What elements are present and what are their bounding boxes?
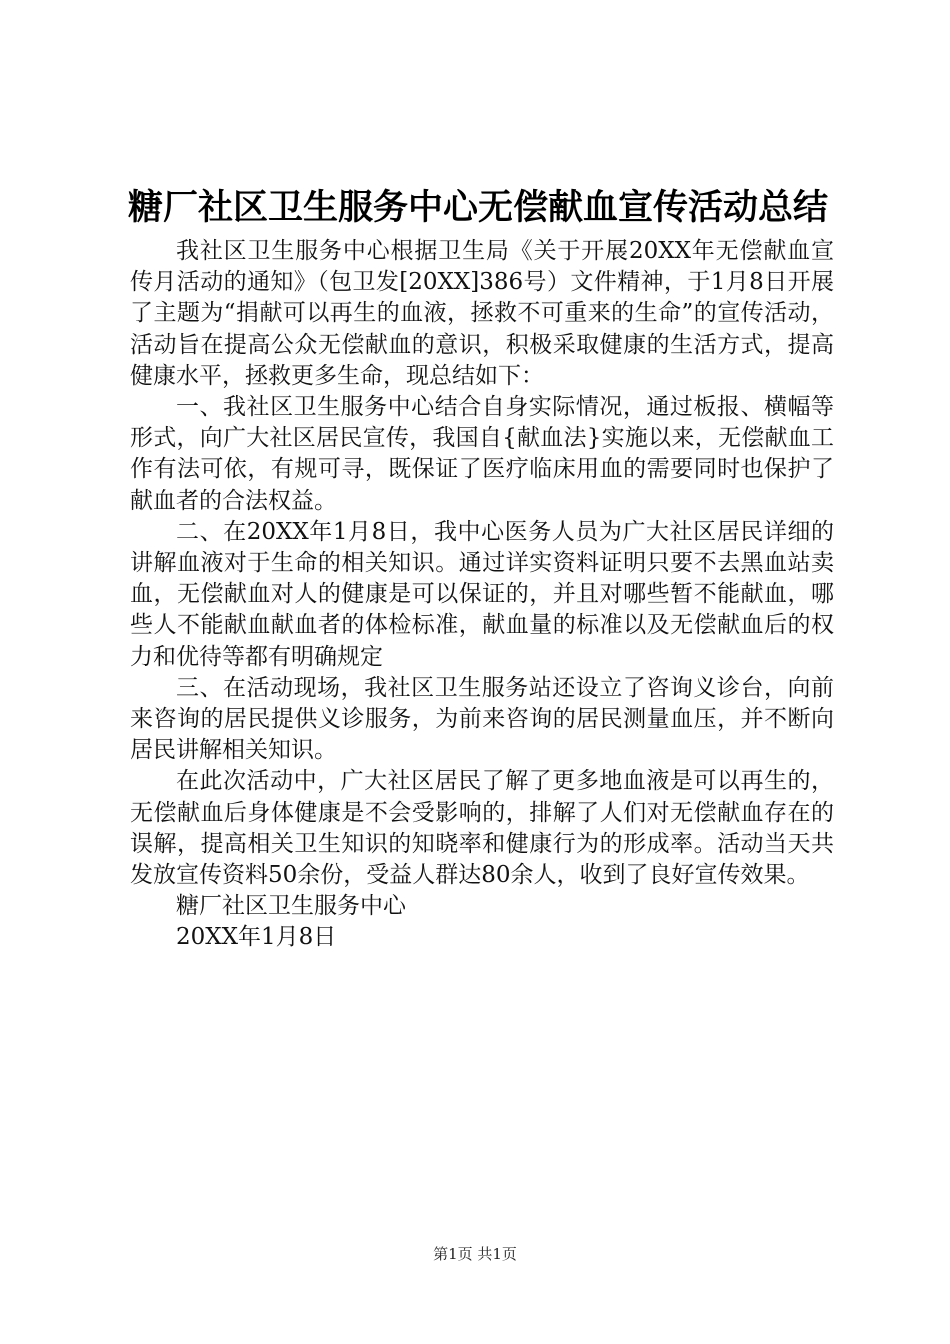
signature-date: 20XX年1月8日: [176, 924, 337, 951]
section-three-paragraph: 三、在活动现场，我社区卫生服务站还设立了咨询义诊台，向前来咨询的居民提供义诊服务，为前来咨询的居民测量血压，并不断向居民讲解相关知识。: [130, 674, 834, 764]
section-one-paragraph: 一、我社区卫生服务中心结合自身实际情况，通过板报、横幅等形式，向广大社区居民宣传，我国自{献血法}实施以来，无偿献血工作有法可依，有规可寻，既保证了医疗临床用血的需要同时也保护了献血者的合法权益。: [130, 394, 834, 514]
intro-paragraph: 我社区卫生服务中心根据卫生局《关于开展20XX年无偿献血宣传月活动的通知》（包卫发[20XX]386号）文件精神，于1月8日开展了主题为“捐献可以再生的血液，拯救不可重来的生命”的宣传活动，活动旨在提高公众无偿献血的意识，积极采取健康的生活方式，提高健康水平，拯救更多生命，现总结如下：: [130, 238, 834, 389]
section-two-paragraph: 二、在20XX年1月8日，我中心医务人员为广大社区居民详细的讲解血液对于生命的相关知识。通过详实资料证明只要不去黑血站卖血，无偿献血对人的健康是可以保证的，并且对哪些暂不能献血，哪些人不能献血献血者的体检标准，献血量的标准以及无偿献血后的权力和优待等都有明确规定: [130, 518, 834, 670]
document-body: [130, 236, 834, 954]
page-footer: 第1页 共1页: [433, 1245, 517, 1263]
signature-organization: 糖厂社区卫生服务中心: [176, 893, 406, 920]
document-title: 糖厂社区卫生服务中心无偿献血宣传活动总结: [128, 188, 829, 228]
conclusion-paragraph: 在此次活动中，广大社区居民了解了更多地血液是可以再生的，无偿献血后身体健康是不会受影响的，排解了人们对无偿献血存在的误解，提高相关卫生知识的知晓率和健康行为的形成率。活动当天共发放宣传资料50余份，受益人群达80余人，收到了良好宣传效果。: [130, 768, 834, 889]
